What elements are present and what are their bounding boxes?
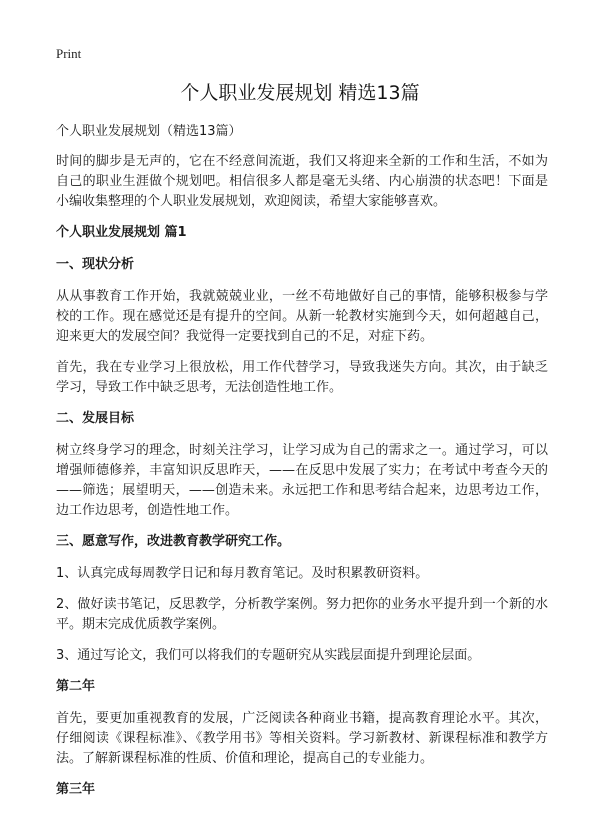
- paragraph-situation-2: 首先，我在专业学习上很放松，用工作代替学习，导致我迷失方向。其次，由于缺乏学习，导致工作中缺乏思考，无法创造性地工作。: [56, 360, 548, 395]
- print-link[interactable]: Print: [56, 46, 82, 61]
- paragraph-goal: 树立终身学习的理念，时刻关注学习，让学习成为自己的需求之一。通过学习，可以增强师德修养，丰富知识反思昨天，——在反思中发展了实力；在考试中考查今天的——筛选；展望明天，——创造未来。永远把工作和思考结合起来，边思考边工作，边工作边思考，创造性地工作。: [56, 443, 548, 518]
- heading-year-2: 第二年: [56, 679, 96, 694]
- heading-situation: 一、现状分析: [56, 257, 135, 272]
- paragraph-situation-1: 从从事教育工作开始，我就兢兢业业，一丝不苟地做好自己的事情，能够积极参与学校的工作。现在感觉还是有提升的空间。从新一轮教材实施到今天，如何超越自己，迎来更大的发展空间？我觉得一定要找到自己的不足，对症下药。: [56, 289, 548, 344]
- heading-writing: 三、愿意写作，改进教育教学研究工作。: [56, 534, 291, 549]
- page-title: 个人职业发展规划 精选13篇: [180, 82, 420, 104]
- article-subtitle: 个人职业发展规划（精选13篇）: [56, 124, 242, 139]
- paragraph-writing-3: 3、通过写论文，我们可以将我们的专题研究从实践层面提升到理论层面。: [56, 648, 481, 663]
- section-title: 个人职业发展规划 篇1: [56, 225, 187, 240]
- heading-goal: 二、发展目标: [56, 411, 135, 426]
- article-body: [56, 122, 548, 812]
- paragraph-year-2: 首先，要更加重视教育的发展，广泛阅读各种商业书籍，提高教育理论水平。其次，仔细阅读《课程标准》、《教学用书》等相关资料。学习新教材、新课程标准和教学方法。了解新课程标准的性质、价值和理论，提高自己的专业能力。: [56, 711, 548, 766]
- paragraph-writing-1: 1、认真完成每周教学日记和每月教育笔记。及时积累教研资料。: [56, 566, 429, 581]
- heading-year-3: 第三年: [56, 782, 96, 797]
- intro-paragraph: 时间的脚步是无声的，它在不经意间流逝，我们又将迎来全新的工作和生活，不如为自己的职业生涯做个规划吧。相信很多人都是毫无头绪、内心崩溃的状态吧！下面是小编收集整理的个人职业发展规划，欢迎阅读，希望大家能够喜欢。: [56, 154, 548, 209]
- paragraph-writing-2: 2、做好读书笔记，反思教学，分析教学案例。努力把你的业务水平提升到一个新的水平。期末完成优质教学案例。: [56, 597, 548, 632]
